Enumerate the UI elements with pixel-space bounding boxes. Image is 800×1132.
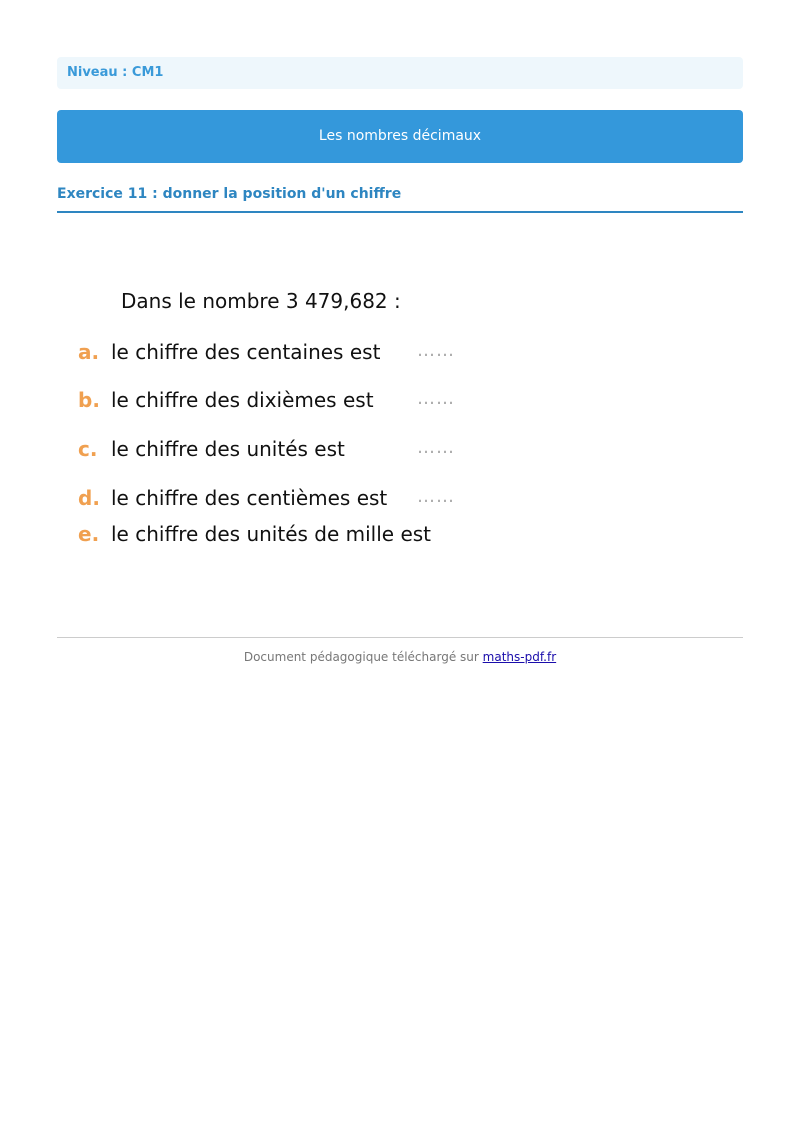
question-item-a	[78, 340, 455, 364]
exercise-title: Exercice 11 : donner la position d'un chiffre	[57, 186, 743, 213]
exercise-intro: Dans le nombre 3 479,682 :	[121, 289, 401, 313]
question-letter: c.	[78, 437, 98, 461]
question-item-b	[78, 388, 455, 412]
exercise-image	[0, 270, 800, 570]
question-text: le chiffre des centaines est	[111, 340, 381, 364]
answer-blank: ……	[417, 340, 455, 361]
page-title-banner: Les nombres décimaux	[57, 110, 743, 163]
footer-divider	[57, 637, 743, 638]
footer	[57, 650, 743, 664]
question-text: le chiffre des dixièmes est	[111, 388, 374, 412]
question-text: le chiffre des unités est	[111, 437, 345, 461]
footer-text: Document pédagogique téléchargé sur	[243, 650, 479, 664]
question-item-c	[78, 437, 455, 461]
question-text: le chiffre des unités de mille est	[111, 522, 432, 546]
question-letter: a.	[78, 340, 100, 364]
question-letter: b.	[78, 388, 100, 412]
question-text: le chiffre des centièmes est	[111, 486, 388, 510]
question-letter: e.	[78, 522, 100, 546]
question-letter: d.	[78, 486, 100, 510]
answer-blank: ……	[417, 437, 455, 458]
question-item-e	[78, 522, 431, 546]
level-label: Niveau : CM1	[57, 57, 743, 89]
answer-blank: ……	[417, 388, 455, 409]
answer-blank: ……	[417, 486, 455, 507]
footer-link[interactable]: maths-pdf.fr	[482, 650, 557, 664]
question-item-d	[78, 486, 455, 510]
